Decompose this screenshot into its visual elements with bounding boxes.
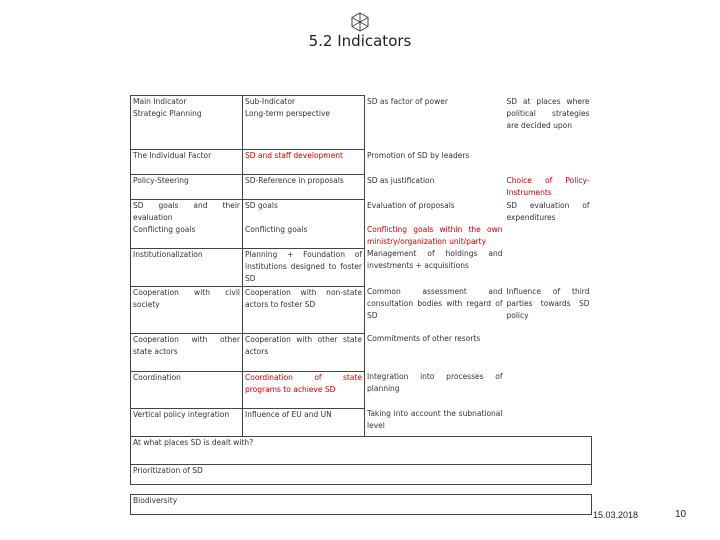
cell-col1: Main Indicator Strategic Planning (131, 96, 243, 150)
cell-col4 (505, 408, 592, 436)
cell-col2: Cooperation with non-state actors to foster SD (243, 286, 365, 333)
cell-col2: SD-Reference in proposals (243, 175, 365, 200)
cell-col1: Coordination (131, 371, 243, 408)
cell-col2: Sub-Indicator Long-term perspective (243, 96, 365, 150)
cell-col3: SD as factor of power (367, 96, 448, 106)
cell-col3: Commitments of other resorts (367, 334, 481, 343)
cell-col1: Institutionalization (131, 248, 243, 286)
table-row (131, 175, 592, 200)
cell-col3: Management of holdings and investments + acquisitions (367, 249, 503, 270)
cell-col1: Cooperation with other state actors (131, 333, 243, 371)
cell-col4: SD evaluation of expenditures (506, 200, 590, 222)
cell-col2: Coordination of state programs to achieve SD (243, 371, 365, 408)
cell-col1: The Individual Factor (131, 150, 243, 175)
cell-col3: Common assessment and consultation bodies with regard of SD (367, 287, 503, 320)
table-row (131, 224, 592, 248)
hexagon-cube-logo (351, 12, 369, 32)
cell-col1: Cooperation with civil society (131, 286, 243, 333)
cell-col1: Policy-Steering (131, 175, 243, 200)
cell-col4 (505, 333, 592, 371)
cell-col4 (505, 248, 592, 286)
cell-col2: Conflicting goals (243, 224, 365, 248)
cell-col2: SD and staff development (243, 150, 365, 175)
table-row (131, 371, 592, 408)
cell-col2: SD goals (243, 200, 365, 225)
cell-col4: Choice of Policy-Instruments (506, 175, 590, 197)
cell-col4: Influence of third parties towards SD policy (506, 287, 590, 320)
cell-col3: Evaluation of proposals (367, 200, 455, 210)
cell-col2: Planning + Foundation of institutions designed to foster SD (243, 248, 365, 286)
table-row (131, 408, 592, 436)
row-where-dealt: At what places SD is dealt with? (131, 436, 592, 464)
cell-col3: Integration into processes of planning (367, 372, 503, 393)
cell-col3: Promotion of SD by leaders (367, 150, 470, 160)
row-biodiversity: Biodiversity (131, 494, 592, 514)
spacer-cell (131, 484, 592, 494)
cell-col2: Influence of EU and UN (243, 408, 365, 436)
table-row (131, 96, 592, 150)
cell-col2: Cooperation with other state actors (243, 333, 365, 371)
cell-col4: SD at places where political strategies are decided upon (506, 96, 590, 130)
cell-col3: Conflicting goals within the own ministry/organization unit/party (367, 225, 503, 246)
table-row (131, 150, 592, 175)
indicators-table (130, 95, 592, 515)
table-row (131, 248, 592, 286)
footer-date: 15.03.2018 (593, 510, 639, 520)
row-prioritization: Prioritization of SD (131, 464, 592, 484)
cell-col3: SD as justification (367, 175, 435, 185)
cell-col3: Taking into account the subnational level (367, 409, 503, 430)
cell-col4 (505, 371, 592, 408)
page-number: 10 (675, 509, 687, 520)
table-row (131, 200, 592, 225)
cell-col4 (505, 224, 592, 248)
cell-col4 (505, 150, 592, 175)
cell-col1: Vertical policy integration (131, 408, 243, 436)
page-title: 5.2 Indicators (308, 32, 412, 50)
table-row (131, 333, 592, 371)
cell-col1: Conflicting goals (131, 224, 243, 248)
table-row (131, 286, 592, 333)
cell-col1: SD goals and their evaluation (131, 200, 243, 225)
